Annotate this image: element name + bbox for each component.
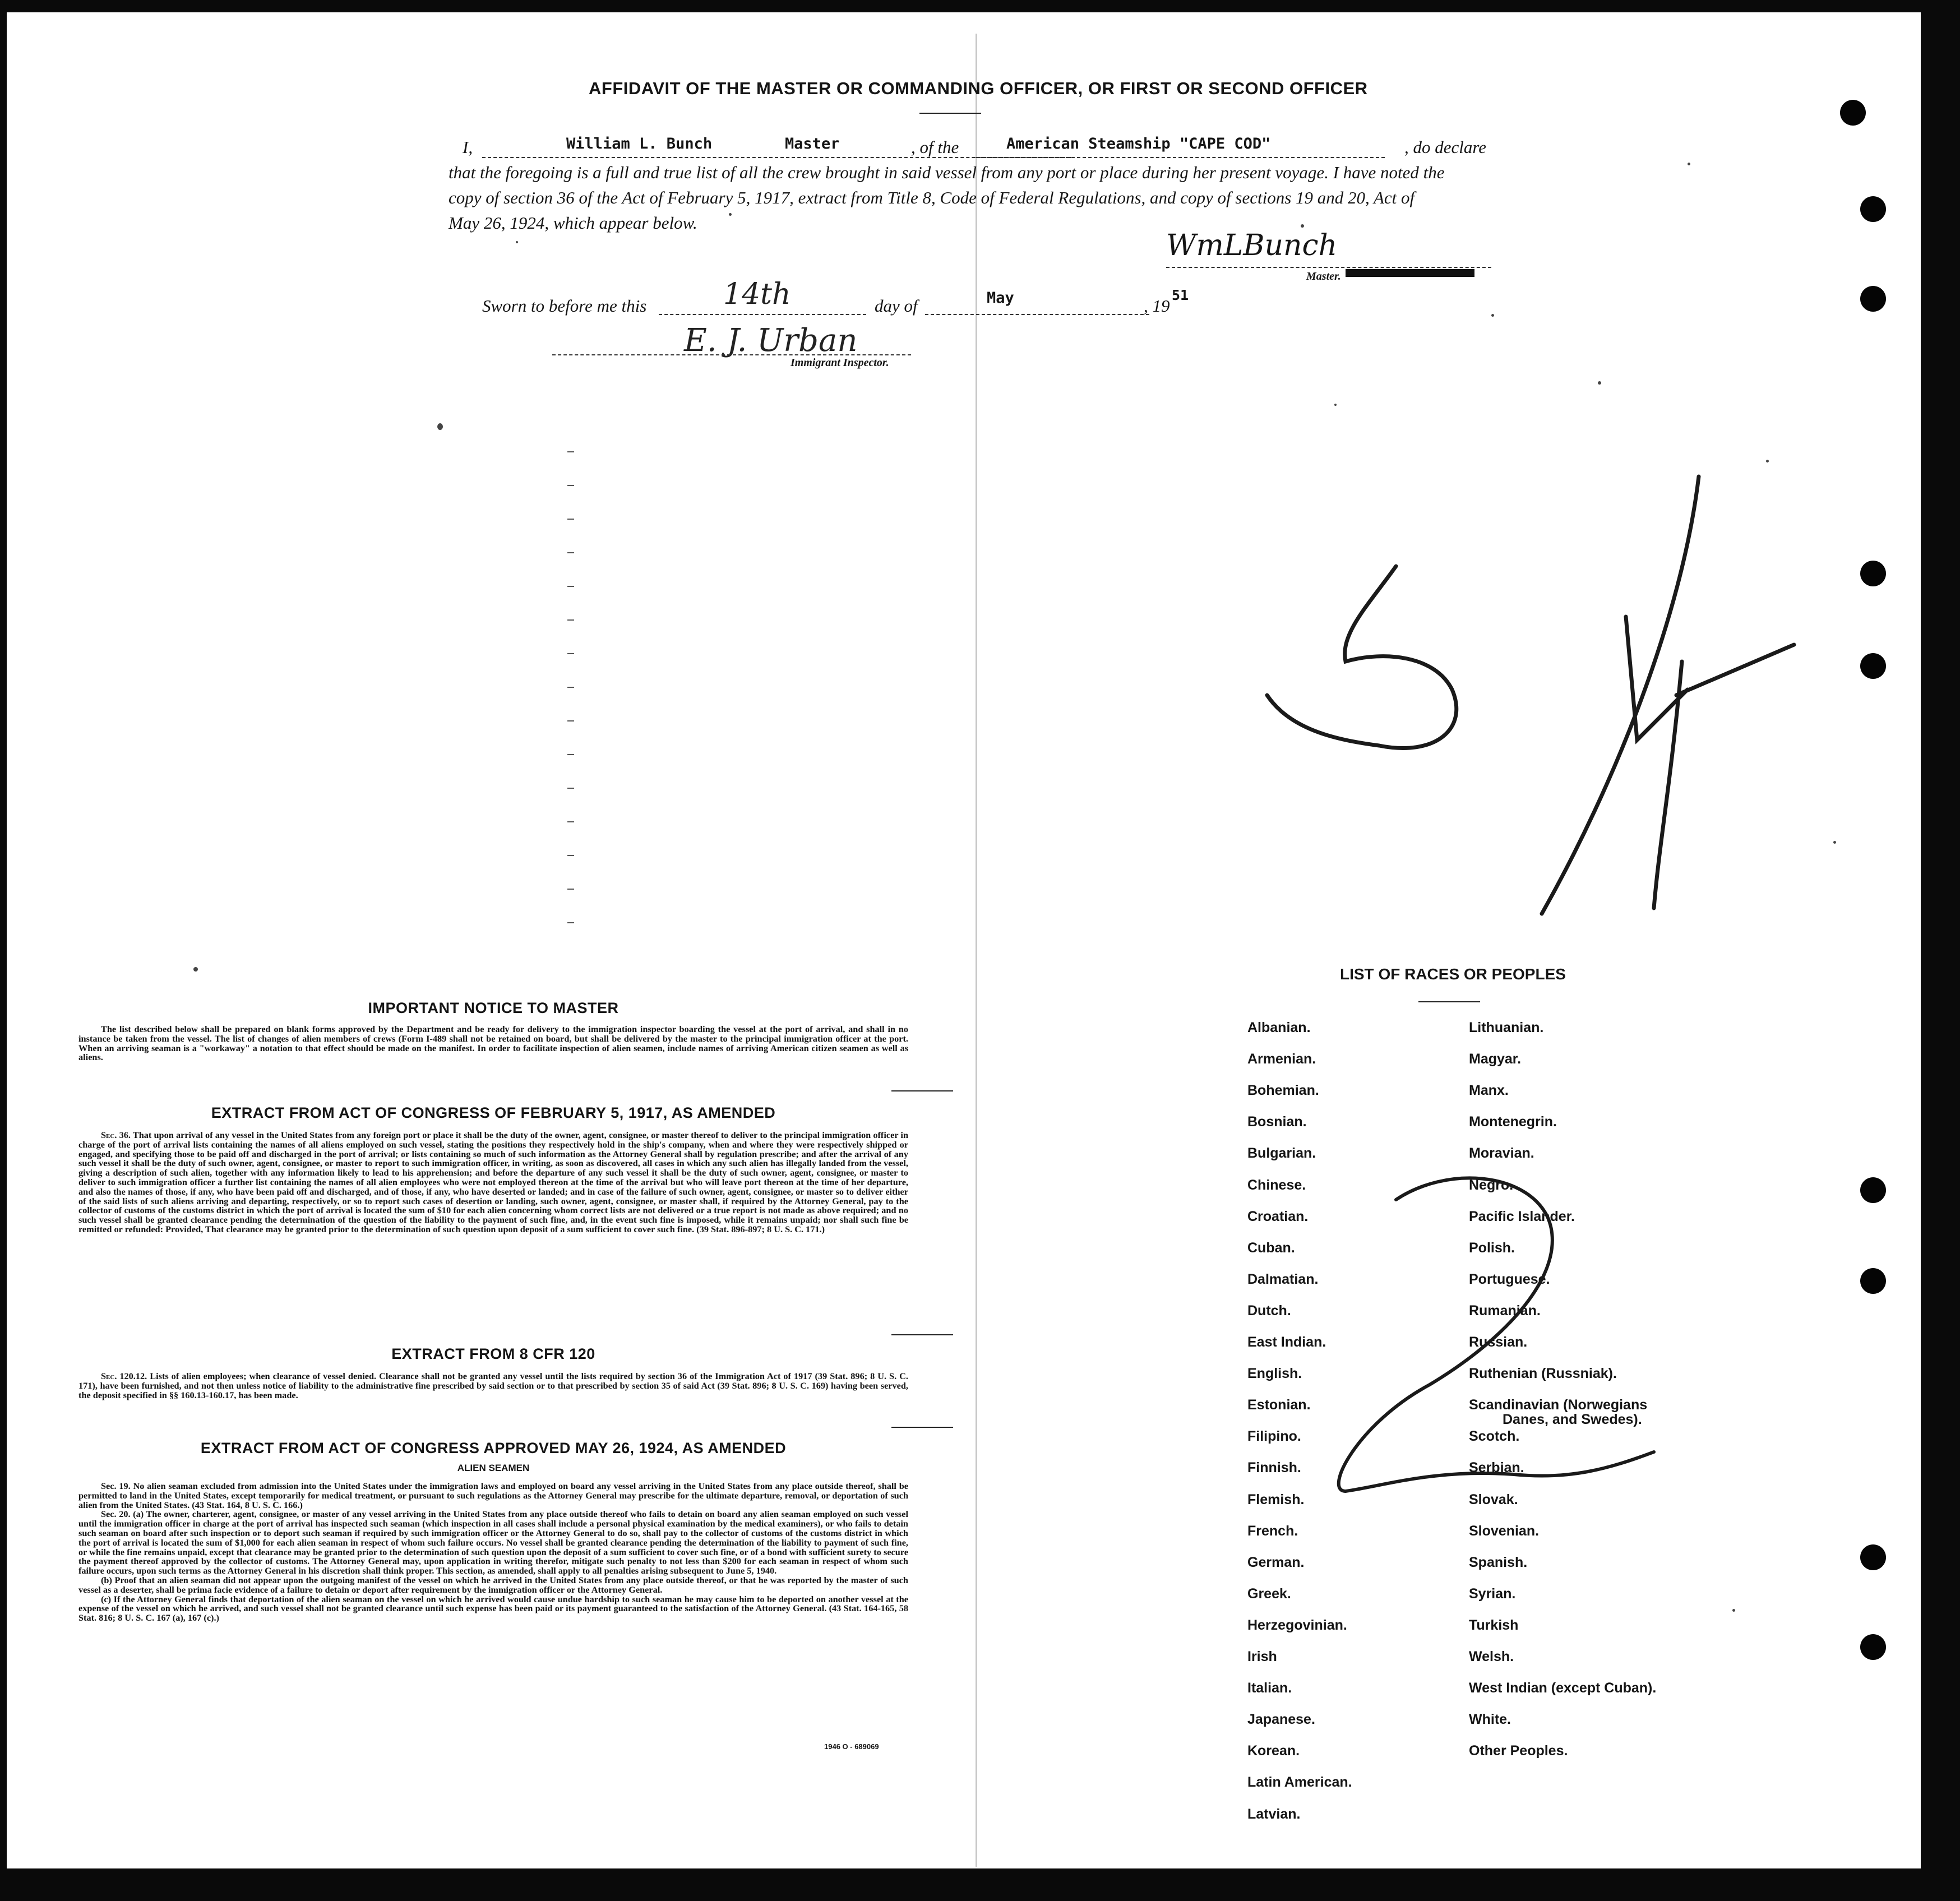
race-item: Flemish. — [1247, 1491, 1305, 1507]
race-item: Japanese. — [1247, 1712, 1315, 1728]
race-item: Armenian. — [1247, 1051, 1316, 1067]
title-underline — [919, 113, 981, 114]
paper-speck — [1334, 404, 1337, 406]
extract-1917-title: EXTRACT FROM ACT OF CONGRESS OF FEBRUARY 5, 1917, AS AMENDED — [211, 1104, 776, 1121]
paper-speck — [1732, 1609, 1735, 1612]
margin-tick — [567, 788, 574, 789]
master-signature: WmLBunch — [1166, 229, 1338, 262]
race-item: Montenegrin. — [1469, 1114, 1557, 1130]
punch-hole — [1860, 561, 1886, 586]
margin-tick — [567, 451, 574, 452]
declaration-line-4: May 26, 1924, which appear below. — [449, 213, 697, 233]
race-item: Korean. — [1247, 1743, 1300, 1759]
section-20b-text: (b) Proof that an alien seaman did not appear upon the outgoing manifest of the vessel on which he arrived in the United States from any place outside thereof, or that he was reported by the master of such vessel as a deserter, shall be prima facie evidence of a failure to detain or deport after requirement by the immigration officer or the Attorney General. — [78, 1574, 908, 1595]
printer-code: 1946 O - 689069 — [824, 1742, 879, 1751]
race-item: Bosnian. — [1247, 1114, 1307, 1130]
race-item: West Indian (except Cuban). — [1469, 1680, 1657, 1696]
section-separator — [891, 1090, 953, 1091]
race-item: Filipino. — [1247, 1428, 1301, 1445]
sworn-month: May — [987, 289, 1014, 307]
punch-hole — [1860, 1268, 1886, 1294]
race-item: Albanian. — [1247, 1020, 1311, 1035]
margin-tick — [567, 720, 574, 721]
cfr-title: EXTRACT FROM 8 CFR 120 — [391, 1345, 595, 1362]
race-item: Lithuanian. — [1469, 1020, 1544, 1035]
race-item: French. — [1247, 1523, 1298, 1539]
races-title: LIST OF RACES OR PEOPLES — [1340, 965, 1566, 983]
declaration-line-2: that the foregoing is a full and true list of all the crew brought in said vessel from any port or place during her present voyage. I have noted the — [449, 163, 1445, 182]
race-item: Pacific Islander. — [1469, 1208, 1575, 1224]
section-36-body: That upon arrival of any vessel in the United States from any foreign port or place it shall be the duty of the owner, agent, consignee, or master thereof to deliver to the principal immigration officer in charge of the port of arrival lists containing the names of all aliens employed on such vessel, stating the positions they respectively hold in the ship's company, when and where they were respectively shipped or engaged, and specifying those to be paid off and discharged in the port of arrival; or lists containing so much of such information as the Attorney General shall by regulation prescribe; and after the arrival of any such vessel it shall be the duty of such owner, agent, consignee, or master to report to such immigration officer, in writing, as soon as discovered, all cases in which any such alien has illegally landed from the vessel, giving a description of such alien, together with any information likely to lead to his apprehension; and before the departure of any such vessel it shall be the duty of such owner, agent, consignee, or master to deliver to such immigration officer a further list containing the names of all alien employees who were not employed thereon at the time of the arrival but who will leave port thereon at the time of her departure, and also the names of those, if any, who have been paid off and discharged, and of those, if any, who have deserted or landed; and in case of the failure of such owner, agent, consignee, or master so to deliver either of the said lists of such aliens arriving and departing, respectively, or so to report such cases of desertion or landing, such owner, agent, consignee, or master shall, if required by the Attorney General, pay to the collector of customs of the customs district in which the port of arrival is located the sum of $10 for each alien concerning whom correct lists are not delivered or a true report is not made as above required; and no such vessel shall be granted clearance pending the determination of the question of the liability to the payment of such fine, and, in the event such fine is imposed, while it remains unpaid; nor shall such fine be remitted or refunded: Provided, That clearance may be granted prior to the determination of such question upon deposit of a sum sufficient to cover such fine. (39 Stat. 896-897; 8 U. S. C. 171.) — [78, 1130, 909, 1234]
race-item: Danes, and Swedes). — [1503, 1412, 1642, 1428]
master-rank: Master — [785, 135, 840, 152]
paper-speck — [437, 423, 443, 430]
paper-speck — [1688, 163, 1690, 165]
alien-seamen-subtitle: ALIEN SEAMEN — [457, 1463, 530, 1473]
margin-tick — [567, 519, 574, 520]
margin-tick — [567, 855, 574, 856]
punch-hole — [1860, 286, 1886, 312]
race-item: Scotch. — [1469, 1428, 1520, 1445]
race-item: Ruthenian (Russniak). — [1469, 1366, 1617, 1382]
year-prefix: , 19 — [1144, 296, 1170, 316]
margin-tick — [567, 552, 574, 553]
paper-speck — [1491, 314, 1494, 317]
do-declare-text: , do declare — [1404, 137, 1487, 157]
race-item: English. — [1247, 1366, 1302, 1382]
page-fold-line — [976, 34, 977, 1867]
race-item: Negro. — [1469, 1177, 1514, 1193]
section-20c-text: (c) If the Attorney General finds that deportation of the alien seaman on the vessel on which he arrived would cause undue hardship to such seaman he may cause him to be deported on another vessel at the expense of the vessel on which he arrived, and such vessel shall not be granted clearance until such expense has been paid or its payment guaranteed to the satisfaction of the Attorney General. (43 Stat. 164-165, 58 Stat. 816; 8 U. S. C. 167 (a), 167 (c).) — [78, 1593, 908, 1624]
race-item: Other Peoples. — [1469, 1743, 1568, 1759]
paper-speck — [729, 213, 732, 216]
cfr-section — [78, 1345, 908, 1400]
race-item: Greek. — [1247, 1585, 1291, 1602]
margin-tick — [567, 889, 574, 890]
affidavit-title: AFFIDAVIT OF THE MASTER OR COMMANDING OFFICER, OR FIRST OR SECOND OFFICER — [589, 78, 1368, 98]
inspector-signature: E. J. Urban — [684, 322, 858, 359]
extract-1924-section — [78, 1440, 908, 1623]
race-item: Finnish. — [1247, 1460, 1301, 1476]
notice-section — [78, 1000, 908, 1062]
extract-1917-text — [78, 1131, 908, 1234]
race-item: Latvian. — [1247, 1806, 1301, 1822]
race-item: Moravian. — [1469, 1145, 1534, 1162]
race-item: Bulgarian. — [1247, 1145, 1316, 1162]
signature-line — [1166, 267, 1491, 268]
notice-title: IMPORTANT NOTICE TO MASTER — [368, 1000, 619, 1016]
race-item: Dutch. — [1247, 1302, 1291, 1319]
race-item: Estonian. — [1247, 1397, 1311, 1413]
race-item: Italian. — [1247, 1680, 1292, 1696]
sworn-prefix: Sworn to before me this — [482, 296, 647, 316]
declaration-block — [449, 135, 1497, 235]
race-item: Bohemian. — [1247, 1083, 1319, 1099]
race-item: Spanish. — [1469, 1554, 1528, 1570]
section-separator — [891, 1427, 953, 1428]
cfr-text — [78, 1372, 908, 1400]
race-item: Slovak. — [1469, 1491, 1518, 1507]
i-word: I, — [463, 137, 473, 157]
races-title-underline — [1418, 1001, 1480, 1002]
sworn-day: 14th — [723, 277, 791, 311]
race-item: Portuguese. — [1469, 1271, 1550, 1287]
punch-hole — [1860, 196, 1886, 222]
section-separator — [891, 1334, 953, 1335]
punch-hole — [1840, 100, 1866, 126]
race-item: Serbian. — [1469, 1460, 1524, 1476]
margin-tick — [567, 687, 574, 688]
section-20a-text: Sec. 20. (a) The owner, charterer, agent, consignee, or master of any vessel arriving in the United States from any place outside thereof who fails to detain on board any alien seaman employed on such vessel until the immigration officer in charge at the port of arrival has inspected such seaman (which inspection in all cases shall include a personal physical examination by the medical examiners), or who fails to detain such seaman on board after such inspection or to deport such seaman if required by such immigration officer or the Attorney General to do so, shall pay to the collector of customs of the customs district in which the port of arrival is located the sum of $1,000 for each alien seaman in respect of whom such failure occurs. No vessel shall be granted clearance pending the determination of the liability to payment of such fine, or while the fine remains unpaid, except that clearance may be granted prior to the determination of such question upon the deposit of a sum sufficient to cover such fine, or of a bond with sufficient surety to secure the payment thereof approved by the collector of customs. The Attorney General may, upon application in writing therefor, mitigate such penalty to not less than $200 for each seaman in respect of whom such failure occurs, upon such terms as the Attorney General in his discretion shall think proper. This section, as amended, shall apply to all penalties arising subsequent to June 5, 1940. — [78, 1509, 908, 1576]
paper-speck — [516, 241, 518, 243]
race-item: Herzegovinian. — [1247, 1617, 1347, 1633]
race-item: Latin American. — [1247, 1774, 1352, 1791]
race-item: Cuban. — [1247, 1239, 1295, 1256]
struck-out-text — [1346, 269, 1474, 277]
paper-speck — [1598, 381, 1601, 385]
margin-tick — [567, 586, 574, 587]
race-item: Croatian. — [1247, 1208, 1309, 1224]
race-item: Welsh. — [1469, 1649, 1514, 1664]
race-item: Irish — [1247, 1649, 1277, 1664]
notice-text: The list described below shall be prepared on blank forms approved by the Department and be ready for delivery to the immigration inspector boarding the vessel at the port of arrival, and shall in no instance be taken from the vessel. The list of changes of alien members of crews (Form I-489 shall not be retained on board, but shall be delivered by the master to the principal immigration officer at the port. When an arriving seaman is a "workaway" a notation to that effect should be made on the manifest. In order to facilitate inspection of alien seamen, include names of arriving American citizen seamen as well as aliens. — [78, 1024, 908, 1063]
race-item: East Indian. — [1247, 1334, 1326, 1350]
inspector-line — [552, 354, 911, 355]
race-item: Syrian. — [1469, 1585, 1516, 1602]
race-item: Slovenian. — [1469, 1523, 1540, 1539]
race-item: Turkish — [1469, 1617, 1519, 1633]
punch-hole — [1860, 653, 1886, 679]
race-item: Russian. — [1469, 1334, 1528, 1350]
cfr-body: Lists of alien employees; when clearance of vessel denied. Clearance shall not be granted any vessel until the lists required by section 36 of the Immigration Act of 1917 (39 Stat. 896; 8 U. S. C. 171), have been furnished, and not then unless notice of liability to the administrative fine prescribed by said section or to that prescribed by section 35 of said Act (39 Stat. 896; 8 U. S. C. 169) having been served, the deposit specified in §§ 160.13-160.17, has been made. — [78, 1371, 908, 1400]
signature-caption: Master. — [1306, 270, 1341, 283]
race-item: White. — [1469, 1712, 1511, 1728]
cfr-section-label: Sec. 120.12. — [101, 1371, 147, 1381]
vessel-name: American Steamship "CAPE COD" — [1006, 135, 1271, 152]
race-item: German. — [1247, 1554, 1305, 1570]
vessel-fill-line — [976, 157, 1385, 158]
punch-hole — [1860, 1177, 1886, 1203]
master-name: William L. Bunch — [566, 135, 713, 152]
of-the-text: , of the — [911, 137, 959, 157]
sworn-year: 51 — [1172, 287, 1189, 303]
race-item: Chinese. — [1247, 1177, 1306, 1193]
margin-tick — [567, 754, 574, 755]
margin-tick — [567, 922, 574, 923]
section-19-text: Sec. 19. No alien seaman excluded from admission into the United States under the immigration laws and employed on board any vessel arriving in the United States from any place outside thereof, shall be permitted to land in the United States, except temporarily for medical treatment, or pursuant to such regulations as the Attorney General may prescribe for the ultimate departure, removal, or deportation of such alien from the United States. (43 Stat. 164, 8 U. S. C. 166.) — [78, 1481, 908, 1510]
inspector-caption: Immigrant Inspector. — [791, 357, 889, 369]
race-item: Polish. — [1469, 1239, 1515, 1256]
race-item: Rumanian. — [1469, 1302, 1541, 1319]
paper-speck — [193, 967, 198, 972]
section-36-label: Sec. 36. — [101, 1130, 131, 1140]
paper-speck — [1833, 841, 1836, 844]
day-fill-line — [659, 314, 866, 315]
race-item: Scandinavian (Norwegians — [1469, 1397, 1648, 1413]
margin-tick — [567, 619, 574, 621]
extract-1924-title: EXTRACT FROM ACT OF CONGRESS APPROVED MAY 26, 1924, AS AMENDED — [200, 1440, 787, 1456]
punch-hole — [1860, 1544, 1886, 1570]
race-item: Dalmatian. — [1247, 1271, 1319, 1287]
day-of-text: day of — [875, 296, 918, 316]
margin-tick — [567, 653, 574, 654]
race-item: Manx. — [1469, 1083, 1509, 1099]
extract-1917-section — [78, 1104, 908, 1234]
punch-hole — [1860, 1634, 1886, 1660]
margin-tick — [567, 485, 574, 486]
margin-tick — [567, 821, 574, 822]
declaration-line-3: copy of section 36 of the Act of February 5, 1917, extract from Title 8, Code of Federal Regulations, and copy of sections 19 and 20, Act of — [449, 188, 1415, 207]
month-fill-line — [925, 314, 1149, 315]
race-item: Magyar. — [1469, 1051, 1522, 1067]
paper-speck — [1766, 460, 1769, 462]
paper-speck — [1301, 224, 1304, 228]
